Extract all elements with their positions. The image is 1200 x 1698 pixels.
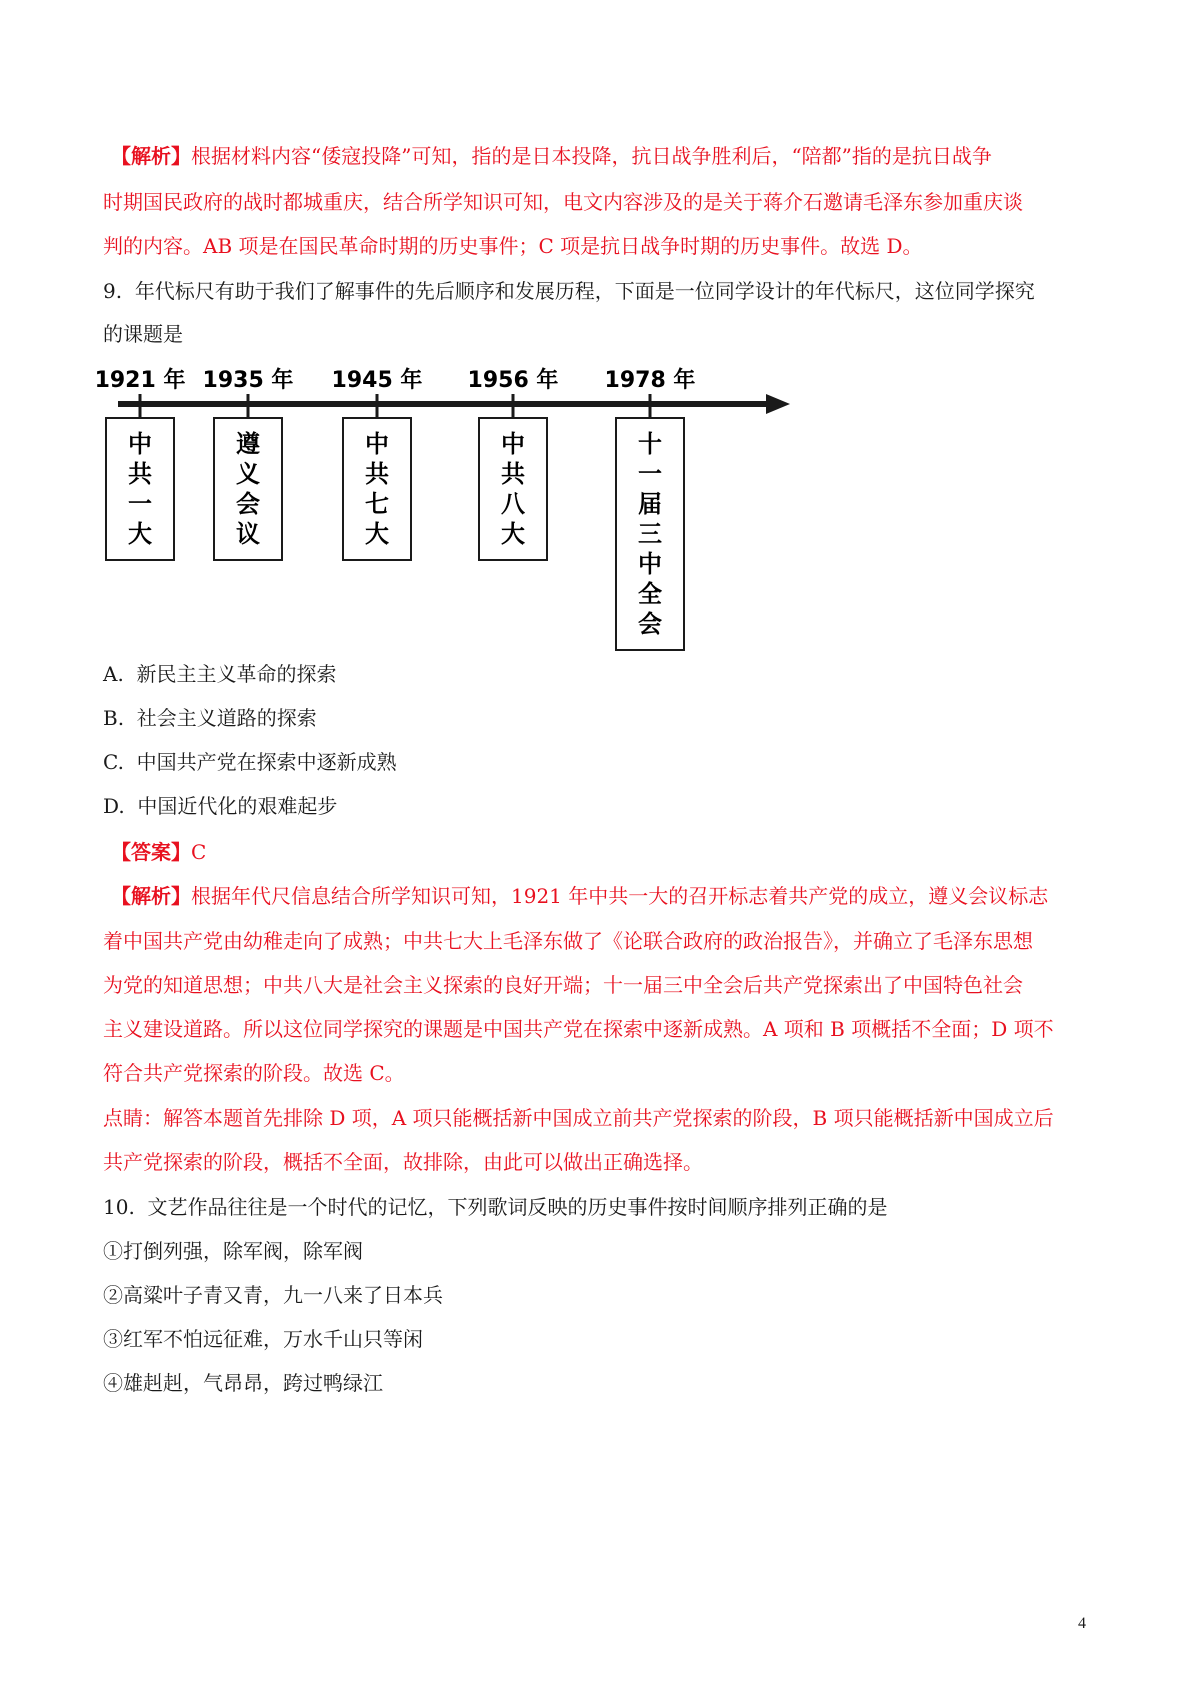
lyric-item: ①打倒列强，除军阀，除军阀 [103,1239,363,1263]
timeline-figure [94,362,790,662]
tip-line: 共产党探索的阶段，概括不全面，故排除，由此可以做出正确选择。 [103,1150,703,1174]
timeline-event-char: 十 [638,430,662,458]
timeline-event-char: 届 [638,490,662,518]
lyric-item: ④雄赳赳，气昂昂，跨过鸭绿江 [103,1371,383,1395]
timeline-event-char: 大 [501,520,525,548]
timeline-year-label: 1978 年 [604,368,696,393]
question-9-stem-cont: 的课题是 [103,322,183,346]
analysis-line: 判的内容。AB 项是在国民革命时期的历史事件；C 项是抗日战争时期的历史事件。故选 D。 [103,234,923,258]
analysis-label: 【解析】 [111,884,191,908]
timeline-event-char: 共 [128,460,152,488]
timeline-year-label: 1956 年 [467,368,559,393]
timeline-event-char: 会 [638,610,662,638]
analysis-line: 为党的知道思想；中共八大是社会主义探索的良好开端；十一届三中全会后共产党探索出了中国特色社会 [103,973,1023,997]
timeline-event-char: 大 [365,520,389,548]
question-10-stem: 10. 文艺作品往往是一个时代的记忆，下列歌词反映的历史事件按时间顺序排列正确的是 [103,1195,888,1219]
analysis-line: 着中国共产党由幼稚走向了成熟；中共七大上毛泽东做了《论联合政府的政治报告》，并确立了毛泽东思想 [103,929,1033,953]
analysis-label: 【解析】 [111,144,191,168]
timeline-event-char: 中 [365,430,389,458]
question-number: 10. [103,1195,135,1219]
timeline-year-label: 1945 年 [331,368,423,393]
timeline-arrowhead [766,394,790,414]
timeline-event-char: 义 [236,460,260,488]
timeline-event-char: 共 [365,460,389,488]
timeline-event-char: 议 [236,520,260,548]
answer-line [111,838,206,866]
timeline-year-label: 1921 年 [94,368,186,393]
timeline-event-char: 中 [128,430,152,458]
timeline-year-label: 1935 年 [202,368,294,393]
option-b[interactable]: B. 社会主义道路的探索 [103,706,317,730]
timeline-event-char: 三 [638,520,662,548]
answer-value: C [191,840,207,864]
timeline-event-char: 大 [128,520,152,548]
timeline-event-char: 全 [638,580,662,608]
timeline-event-char: 共 [501,460,525,488]
timeline-event-char: 一 [638,460,662,488]
question-9-stem: 9. 年代标尺有助于我们了解事件的先后顺序和发展历程，下面是一位同学设计的年代标尺，这位同学探究 [103,279,1035,303]
timeline-event-char: 遵 [236,430,260,458]
analysis-line: 【解析】根据材料内容“倭寇投降”可知，指的是日本投降，抗日战争胜利后，“陪都”指的是抗日战争 [111,144,992,168]
lyric-item: ③红军不怕远征难，万水千山只等闲 [103,1327,423,1351]
timeline-event-char: 中 [638,550,662,578]
analysis-line: 符合共产党探索的阶段。故选 C。 [103,1061,405,1085]
answer-label: 【答案】 [111,840,191,864]
analysis-line: 主义建设道路。所以这位同学探究的课题是中国共产党在探索中逐新成熟。A 项和 B 项概括不全面；D 项不 [103,1017,1054,1041]
option-a[interactable]: A. 新民主主义革命的探索 [103,662,337,686]
option-c[interactable]: C. 中国共产党在探索中逐新成熟 [103,750,397,774]
analysis-line: 时期国民政府的战时都城重庆，结合所学知识可知，电文内容涉及的是关于蒋介石邀请毛泽东参加重庆谈 [103,190,1023,214]
question-number: 9. [103,279,123,303]
timeline-event-char: 八 [501,490,525,518]
timeline-event-char: 一 [128,490,152,518]
timeline-event-char: 七 [365,490,389,518]
page-number: 4 [1078,1615,1086,1632]
timeline-event-char: 中 [501,430,525,458]
option-d[interactable]: D. 中国近代化的艰难起步 [103,794,338,818]
analysis-line: 【解析】根据年代尺信息结合所学知识可知，1921 年中共一大的召开标志着共产党的成立，遵义会议标志 [111,884,1049,908]
lyric-item: ②高粱叶子青又青，九一八来了日本兵 [103,1283,443,1307]
timeline-event-char: 会 [236,490,260,518]
tip-line: 点睛：解答本题首先排除 D 项，A 项只能概括新中国成立前共产党探索的阶段，B 项只能概括新中国成立后 [103,1106,1054,1130]
